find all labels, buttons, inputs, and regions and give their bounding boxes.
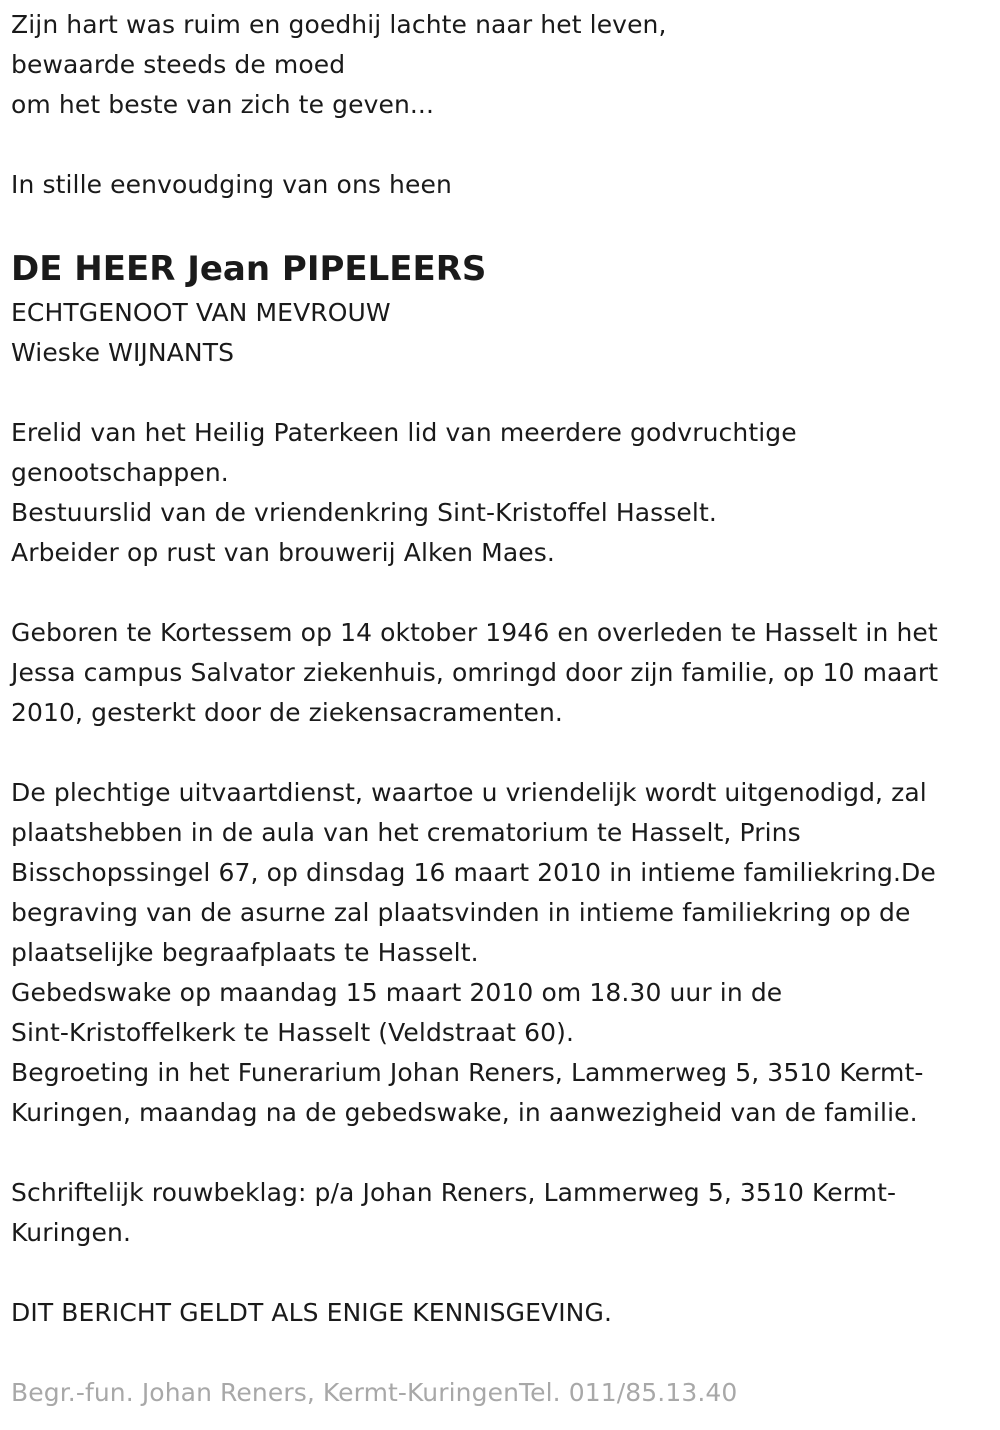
condolences-line: Kuringen. bbox=[11, 1218, 132, 1247]
ceremony-line: plaatshebben in de aula van het crematorium te Hasselt, Prins bbox=[11, 818, 801, 847]
deceased-block bbox=[11, 245, 991, 373]
roles-line: Erelid van het Heilig Paterkeen lid van meerdere godvruchtige bbox=[11, 418, 797, 447]
ceremony-line: plaatselijke begraafplaats te Hasselt. bbox=[11, 938, 479, 967]
ceremony-line: De plechtige uitvaartdienst, waartoe u vriendelijk wordt uitgenodigd, zal bbox=[11, 778, 927, 807]
ceremony-line: Begroeting in het Funerarium Johan Reners, Lammerweg 5, 3510 Kermt- bbox=[11, 1058, 924, 1087]
relation-text: ECHTGENOOT VAN MEVROUW bbox=[11, 298, 391, 327]
roles-line: Arbeider op rust van brouwerij Alken Maes. bbox=[11, 538, 555, 567]
condolences-line: Schriftelijk rouwbeklag: p/a Johan Reners, Lammerweg 5, 3510 Kermt- bbox=[11, 1178, 897, 1207]
ceremony-line: Bisschopssingel 67, op dinsdag 16 maart 2010 in intieme familiekring.De bbox=[11, 858, 936, 887]
condolences-paragraph bbox=[11, 1173, 991, 1253]
ceremony-line: begraving van de asurne zal plaatsvinden in intieme familiekring op de bbox=[11, 898, 911, 927]
spacer bbox=[11, 125, 991, 165]
poem-line: Zijn hart was ruim en goedhij lachte naar het leven, bbox=[11, 10, 667, 39]
poem bbox=[11, 5, 991, 125]
spacer bbox=[11, 205, 991, 241]
spouse-name: Wieske WIJNANTS bbox=[11, 338, 235, 367]
spacer bbox=[11, 733, 991, 773]
deceased-name: DE HEER Jean PIPELEERS bbox=[11, 249, 487, 289]
ceremony-line: Sint-Kristoffelkerk te Hasselt (Veldstraat 60). bbox=[11, 1018, 575, 1047]
ceremony-line: Gebedswake op maandag 15 maart 2010 om 18.30 uur in de bbox=[11, 978, 783, 1007]
official-notice: DIT BERICHT GELDT ALS ENIGE KENNISGEVING. bbox=[11, 1298, 612, 1327]
poem-line: om het beste van zich te geven... bbox=[11, 90, 435, 119]
funeral-director-footer: Begr.-fun. Johan Reners, Kermt-KuringenTel. 011/85.13.40 bbox=[11, 1378, 738, 1407]
roles-line: genootschappen. bbox=[11, 458, 229, 487]
birth-death-paragraph bbox=[11, 613, 991, 733]
obituary-notice bbox=[11, 5, 991, 1413]
poem-line: bewaarde steeds de moed bbox=[11, 50, 346, 79]
ceremony-paragraph bbox=[11, 773, 991, 1133]
spacer bbox=[11, 1333, 991, 1373]
roles-line: Bestuurslid van de vriendenkring Sint-Kristoffel Hasselt. bbox=[11, 498, 717, 527]
intro-text: In stille eenvoudging van ons heen bbox=[11, 170, 452, 199]
spacer bbox=[11, 573, 991, 613]
spacer bbox=[11, 1133, 991, 1173]
birth-death-line: 2010, gesterkt door de ziekensacramenten. bbox=[11, 698, 563, 727]
birth-death-line: Geboren te Kortessem op 14 oktober 1946 en overleden te Hasselt in het bbox=[11, 618, 938, 647]
ceremony-line: Kuringen, maandag na de gebedswake, in aanwezigheid van de familie. bbox=[11, 1098, 918, 1127]
roles-paragraph bbox=[11, 413, 991, 573]
spacer bbox=[11, 1253, 991, 1293]
birth-death-line: Jessa campus Salvator ziekenhuis, omringd door zijn familie, op 10 maart bbox=[11, 658, 939, 687]
spacer bbox=[11, 373, 991, 413]
